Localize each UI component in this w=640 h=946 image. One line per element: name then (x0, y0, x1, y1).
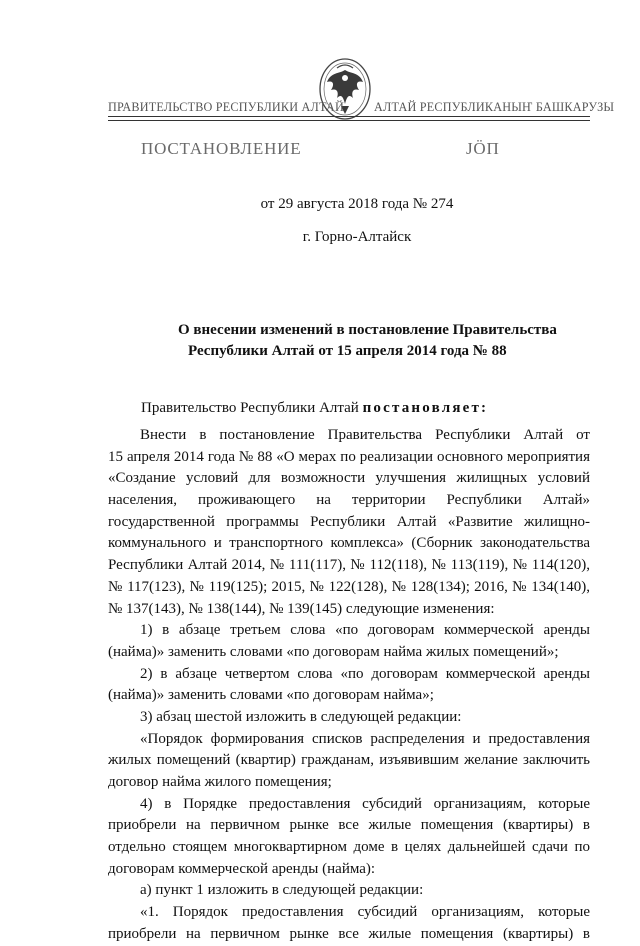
body-line: (найма)» заменить словами «по договорам найма»; (108, 687, 434, 704)
body-line: коммунального и транспортного комплекса» (Сборник законодательства (108, 535, 590, 552)
body-line: № 117(123), № 119(125); 2015, № 122(128), № 128(134); 2016, № 134(140), (108, 578, 590, 595)
document-title-line-2: Республики Алтай от 15 апреля 2014 года № 88 (188, 343, 507, 359)
document-body (108, 425, 590, 946)
body-line: «Порядок формирования списков распределения и предоставления (140, 730, 590, 747)
body-line: приобрели на первичном рынке все жилые помещения (квартиры) в (108, 817, 590, 834)
header-divider-thin (108, 120, 590, 121)
body-line: «Создание условий для возможности улучшения жилищных условий (108, 470, 590, 487)
body-line: «1. Порядок предоставления субсидий организациям, которые (140, 904, 590, 921)
body-line: 15 апреля 2014 года № 88 «О мерах по реализации основного мероприятия (108, 448, 590, 465)
body-line: 2) в абзаце четвертом слова «по договорам коммерческой аренды (140, 665, 590, 682)
body-line: Внести в постановление Правительства Республики Алтай от (140, 427, 590, 443)
document-title-line-1: О внесении изменений в постановление Правительства (178, 322, 557, 338)
doc-type-right: ЈӦП (466, 139, 500, 158)
lead-verb: постановляет: (362, 400, 489, 416)
body-line: жилых помещений (квартир) гражданам, изъявившим желание заключить (108, 752, 590, 769)
body-line: отдельно стоящем многоквартирном доме в целях дальнейшей сдачи по (108, 839, 590, 856)
document-city: г. Горно-Алтайск (302, 229, 412, 245)
body-line: договор найма жилого помещения; (108, 774, 332, 790)
lead-prefix: Правительство Республики Алтай (141, 400, 363, 416)
body-line: приобрели на первичном рынке все жилые помещения (квартиры) в (108, 925, 590, 942)
header-right-title: АЛТАЙ РЕСПУБЛИКАНЫҤ БАШКАРУЗЫ (374, 100, 615, 114)
body-line: 1) в абзаце третьем слова «по договорам коммерческой аренды (140, 622, 590, 639)
body-line: 4) в Порядке предоставления субсидий организациям, которые (140, 795, 590, 812)
body-line: государственной программы Республики Алтай «Развитие жилищно- (108, 513, 590, 530)
body-line: а) пункт 1 изложить в следующей редакции: (140, 882, 424, 899)
resolution-lead (141, 400, 488, 417)
body-line: № 137(143), № 138(144), № 139(145) следующие изменения: (108, 600, 495, 617)
document-date-number: от 29 августа 2018 года № 274 (260, 196, 454, 212)
body-line: договорам коммерческой аренды (найма): (108, 860, 376, 877)
header-divider (108, 116, 590, 117)
body-line: (найма)» заменить словами «по договорам найма жилых помещений»; (108, 643, 559, 660)
body-line: населения, проживающего на территории Республики Алтай» (108, 492, 590, 509)
doc-type-left: ПОСТАНОВЛЕНИЕ (141, 139, 302, 158)
header-left-title: ПРАВИТЕЛЬСТВО РЕСПУБЛИКИ АЛТАЙ (108, 100, 345, 114)
body-line: Республики Алтай 2014, № 111(117), № 112(118), № 113(119), № 114(120), (108, 557, 590, 574)
body-line: 3) абзац шестой изложить в следующей редакции: (140, 708, 462, 725)
